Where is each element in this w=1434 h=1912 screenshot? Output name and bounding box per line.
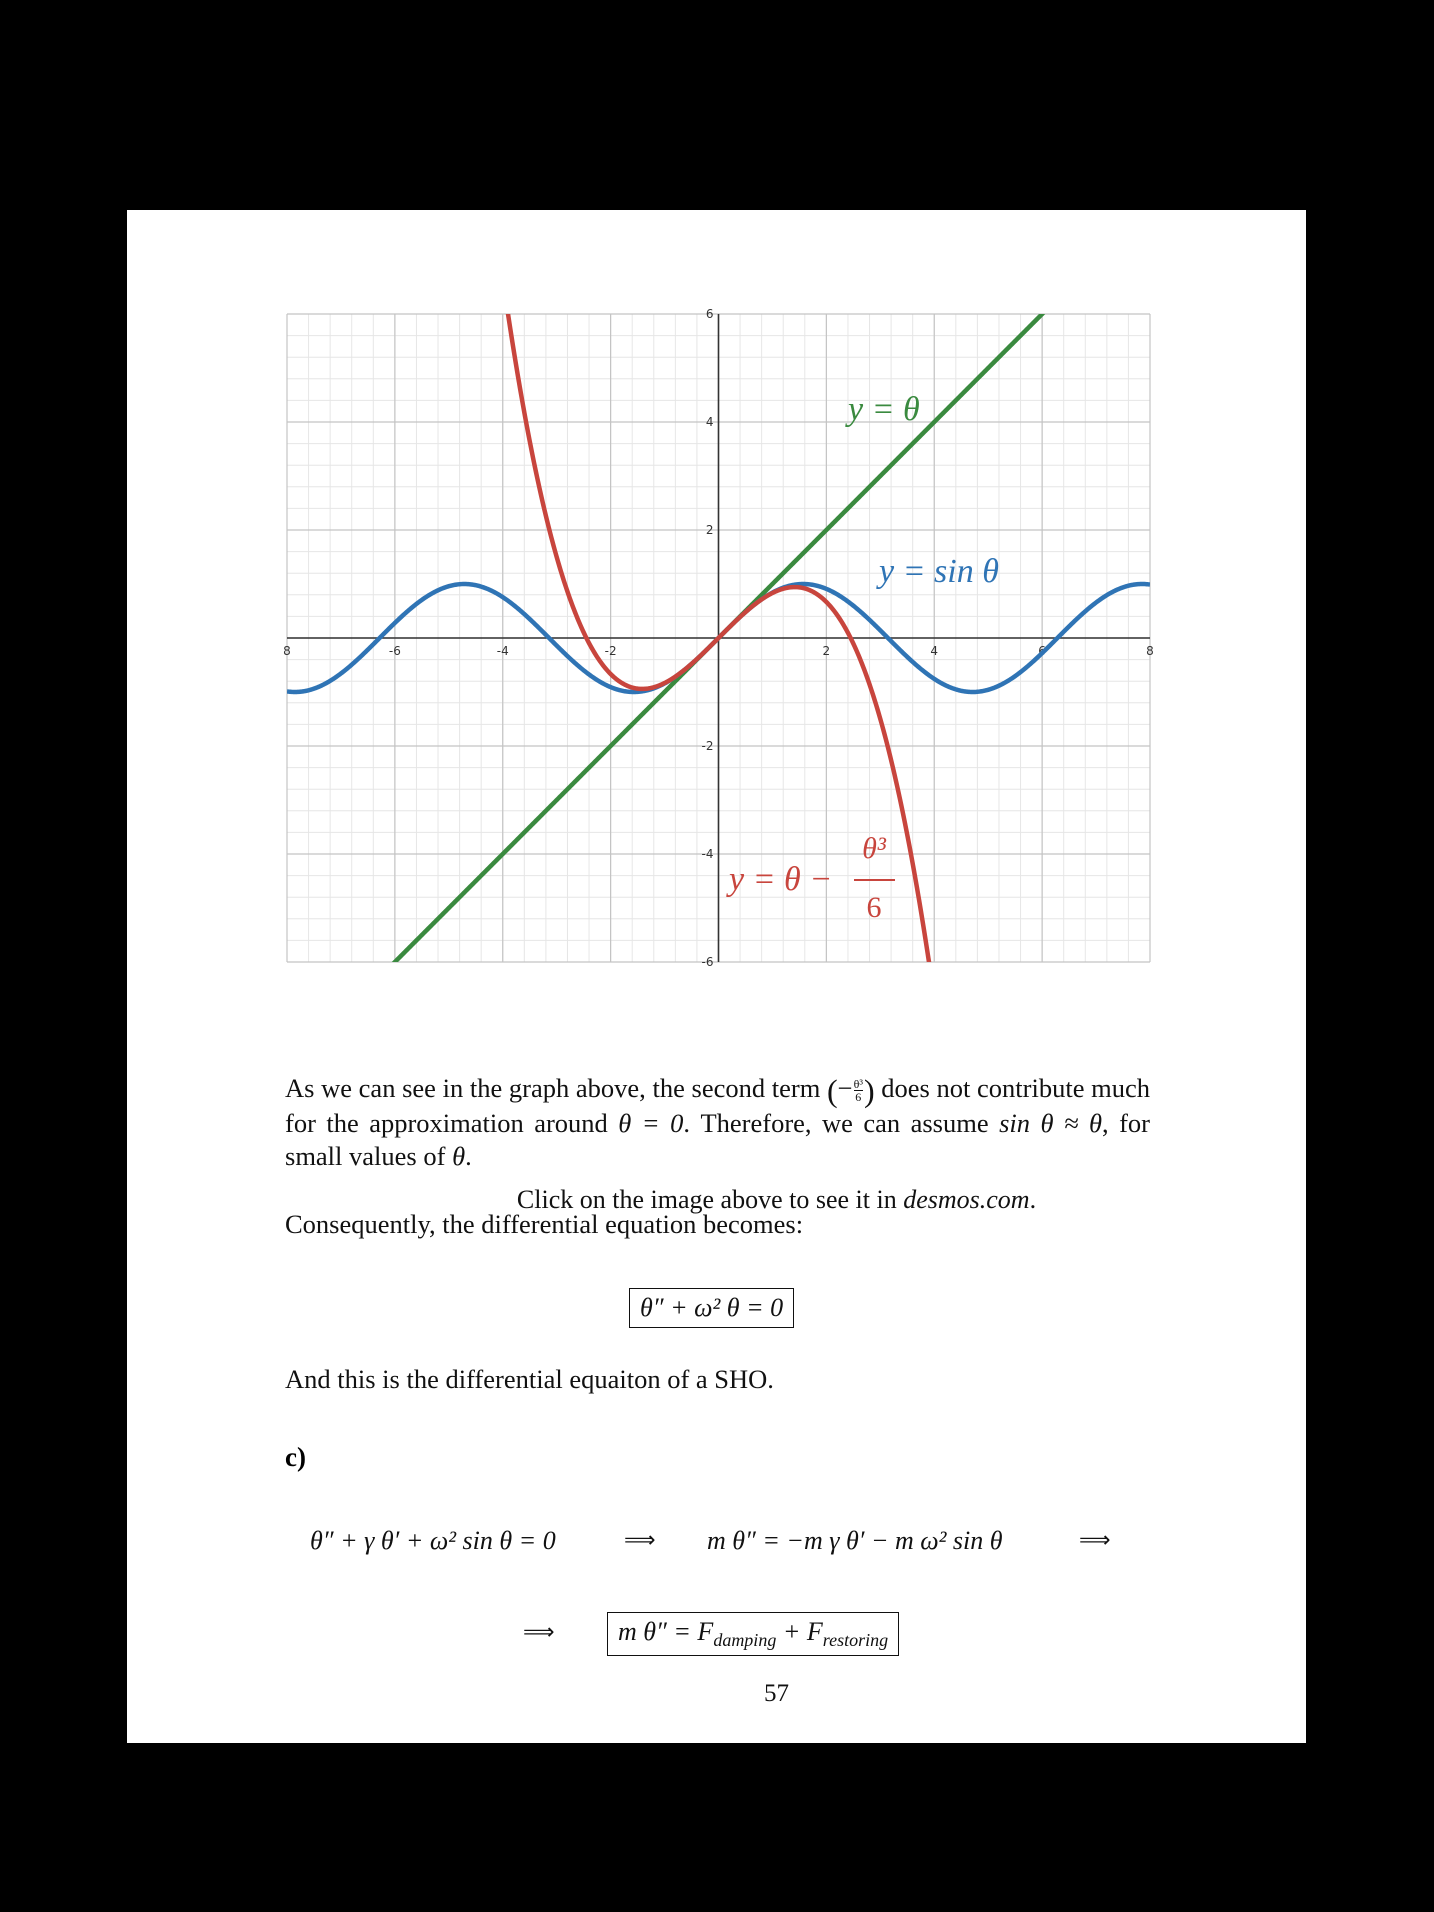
- y-tick-label: 4: [705, 415, 714, 429]
- page-number: 57: [764, 1680, 789, 1707]
- label-cubic-prefix: y = θ −: [729, 861, 833, 898]
- implies-arrow-1: ⟹: [624, 1528, 656, 1553]
- boxed-equation-sho: θ″ + ω² θ = 0: [629, 1288, 794, 1328]
- y-tick-label: -6: [701, 955, 714, 969]
- equation-newton-form: m θ″ = −m γ θ′ − m ω² sin θ: [707, 1526, 1003, 1555]
- x-tick-label: -4: [496, 644, 509, 658]
- x-tick-label: 2: [822, 644, 831, 658]
- x-tick-label: -6: [388, 644, 401, 658]
- y-tick-label: 2: [705, 523, 714, 537]
- figure-caption: Click on the image above to see it in desmos.com.: [516, 1185, 1037, 1214]
- desmos-graph[interactable]: [127, 210, 1306, 1185]
- label-cubic-numerator: θ³: [862, 832, 886, 865]
- x-tick-label: 6: [1038, 644, 1046, 658]
- x-tick-label: 8: [1146, 644, 1154, 658]
- label-line: y = θ: [848, 391, 920, 428]
- boxed-equation-forces: m $\theta'' = F_{damping} + F_{restoring}$: [607, 1612, 899, 1656]
- equation-damped-c1: θ″ + γ θ′ + ω² sin θ = 0: [310, 1526, 556, 1555]
- inline-fraction: $\frac{\text{θ³}}{6}$: [853, 1077, 863, 1105]
- paragraph-approximation: As we can see in the graph above, the second term (− $\frac{\text{θ³}}{6}$ ) does not contribute much for the approximation around θ = 0. Therefore, we can assume sin θ ≈ θ, for small values of θ.: [285, 1072, 1150, 1172]
- paragraph-consequently: Consequently, the differential equation becomes:: [285, 1209, 804, 1239]
- section-label-c: c): [285, 1442, 306, 1472]
- implies-arrow-3: ⟹: [523, 1620, 555, 1645]
- implies-arrow-2: ⟹: [1079, 1528, 1111, 1553]
- desmos-link[interactable]: desmos.com: [903, 1185, 1030, 1214]
- paragraph-sho: And this is the differential equaiton of a SHO.: [285, 1364, 774, 1394]
- y-tick-label: 6: [705, 307, 714, 321]
- document-page: [127, 210, 1306, 1743]
- label-cubic-denominator: 6: [866, 891, 882, 924]
- y-tick-label: -2: [701, 739, 714, 753]
- x-tick-label: -2: [604, 644, 617, 658]
- label-sine: y = sin θ: [879, 553, 999, 590]
- y-tick-label: -4: [701, 847, 714, 861]
- x-tick-label: 8: [283, 644, 291, 658]
- x-tick-label: 4: [930, 644, 939, 658]
